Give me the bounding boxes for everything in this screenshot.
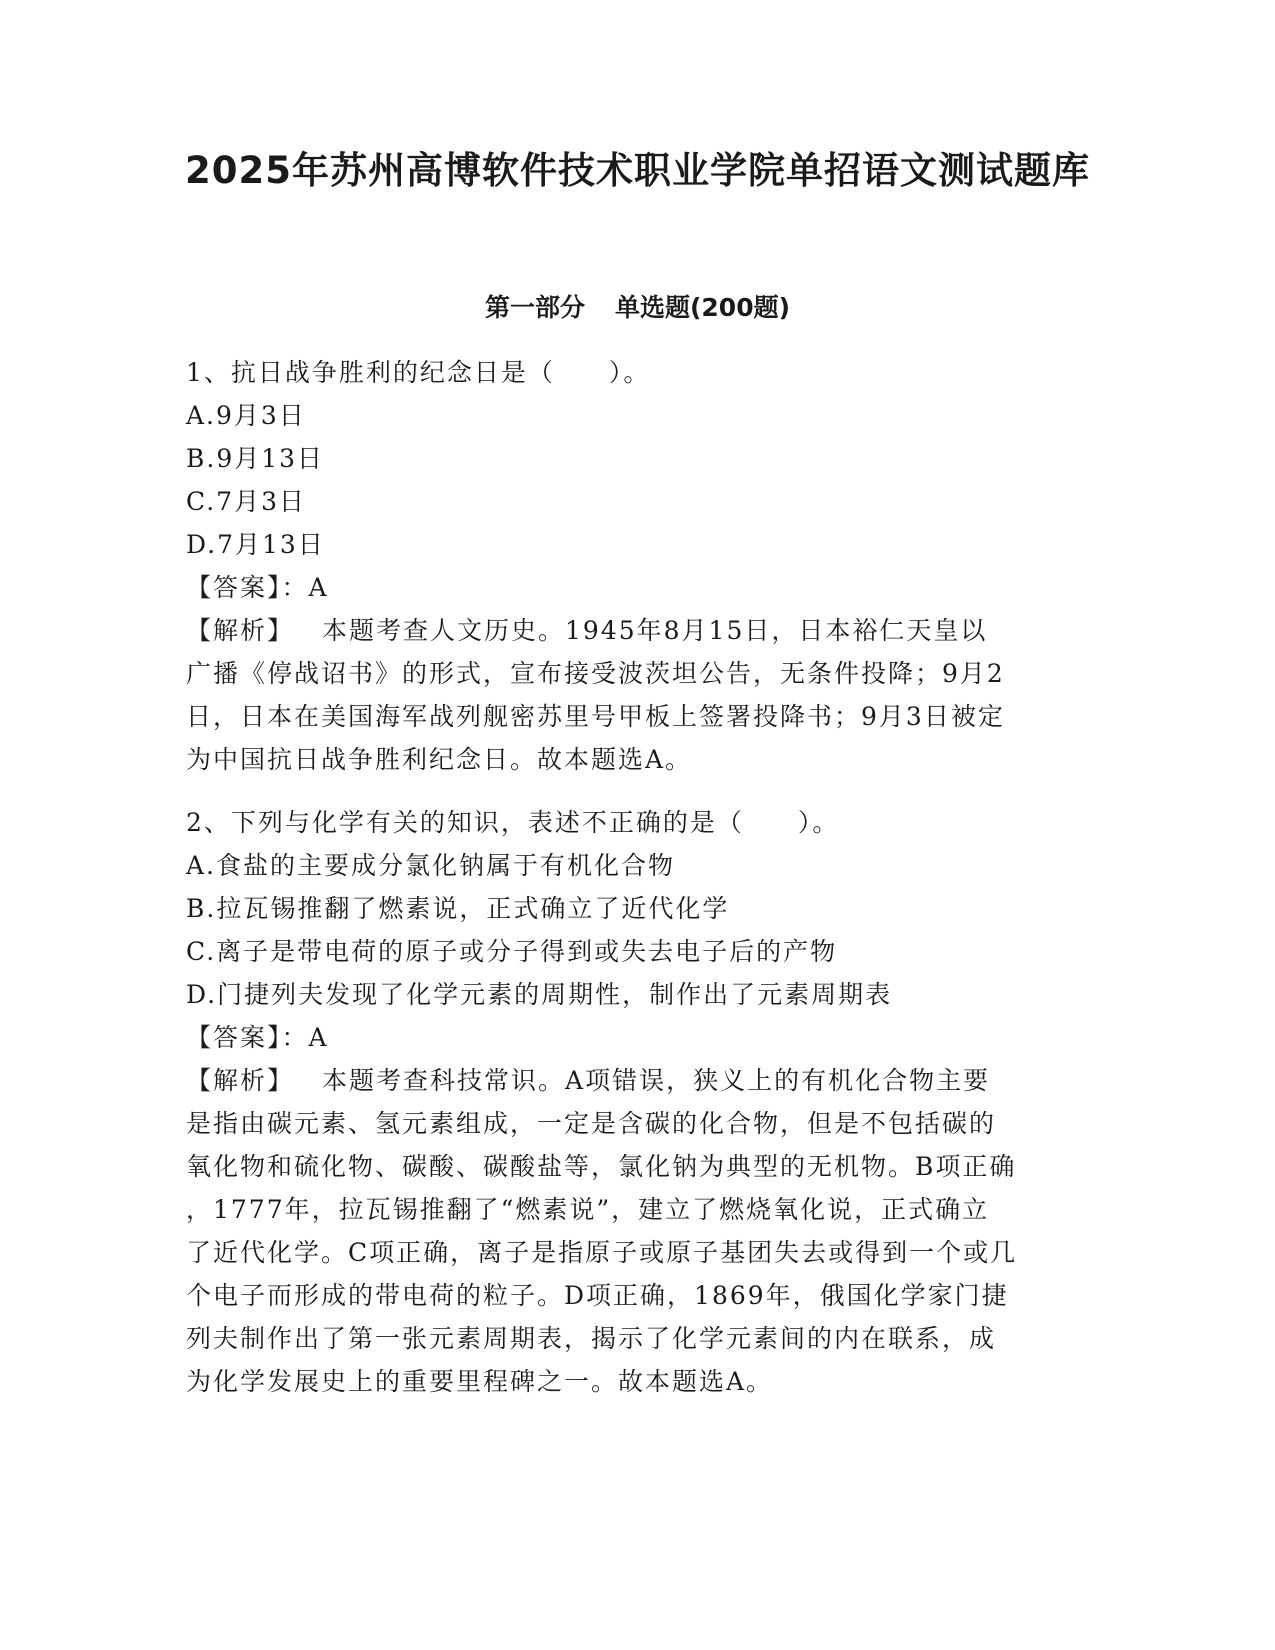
analysis-text: 本题考查科技常识。A项错误，狭义上的有机化合物主要 xyxy=(322,1066,991,1095)
analysis-line: 为化学发展史上的重要里程碑之一。故本题选A。 xyxy=(186,1367,774,1396)
document-title: 2025年苏州高博软件技术职业学院单招语文测试题库 xyxy=(185,149,1090,192)
section-heading xyxy=(0,290,1275,326)
analysis-line: 列夫制作出了第一张元素周期表，揭示了化学元素间的内在联系，成 xyxy=(186,1324,997,1353)
question-2 xyxy=(186,801,1081,1403)
question-stem: 1、抗日战争胜利的纪念日是（ ）。 xyxy=(186,358,651,387)
analysis-line: 日，日本在美国海军战列舰密苏里号甲板上签署投降书；9月3日被定 xyxy=(186,702,1005,731)
option-d: D.门捷列夫发现了化学元素的周期性，制作出了元素周期表 xyxy=(186,980,893,1009)
question-list xyxy=(186,351,1081,1403)
option-c: C.离子是带电荷的原子或分子得到或失去电子后的产物 xyxy=(186,937,838,966)
option-b: B.9月13日 xyxy=(186,444,325,473)
option-a: A.食盐的主要成分氯化钠属于有机化合物 xyxy=(186,851,676,880)
analysis-line: 是指由碳元素、氢元素组成，一定是含碳的化合物，但是不包括碳的 xyxy=(186,1109,997,1138)
option-d: D.7月13日 xyxy=(186,530,325,559)
answer-line: 【答案】：A xyxy=(186,1023,329,1052)
question-1 xyxy=(186,351,1081,781)
analysis-line: ，1777年，拉瓦锡推翻了“燃素说”，建立了燃烧氧化说，正式确立 xyxy=(186,1195,990,1224)
question-divider xyxy=(186,781,1081,801)
analysis-line: 为中国抗日战争胜利纪念日。故本题选A。 xyxy=(186,745,693,774)
option-c: C.7月3日 xyxy=(186,487,306,516)
question-stem: 2、下列与化学有关的知识，表述不正确的是（ ）。 xyxy=(186,808,840,837)
analysis-line: 个电子而形成的带电荷的粒子。D项正确，1869年，俄国化学家门捷 xyxy=(186,1281,1009,1310)
analysis-label: 【解析】 xyxy=(186,616,295,645)
analysis-line: 了近代化学。C项正确，离子是指原子或原子基团失去或得到一个或几 xyxy=(186,1238,1018,1267)
section-part: 第一部分 xyxy=(484,293,585,322)
option-b: B.拉瓦锡推翻了燃素说，正式确立了近代化学 xyxy=(186,894,730,923)
analysis-line: 广播《停战诏书》的形式，宣布接受波茨坦公告，无条件投降；9月2 xyxy=(186,659,1005,688)
answer-line: 【答案】：A xyxy=(186,573,329,602)
analysis-line xyxy=(186,609,1081,652)
analysis-line xyxy=(186,1059,1081,1102)
analysis-text: 本题考查人文历史。1945年8月15日，日本裕仁天皇以 xyxy=(322,616,988,645)
option-a: A.9月3日 xyxy=(186,401,306,430)
section-name: 单选题(200题) xyxy=(614,293,791,322)
analysis-label: 【解析】 xyxy=(186,1066,295,1095)
analysis-line: 氧化物和硫化物、碳酸、碳酸盐等，氯化钠为典型的无机物。B项正确 xyxy=(186,1152,1017,1181)
